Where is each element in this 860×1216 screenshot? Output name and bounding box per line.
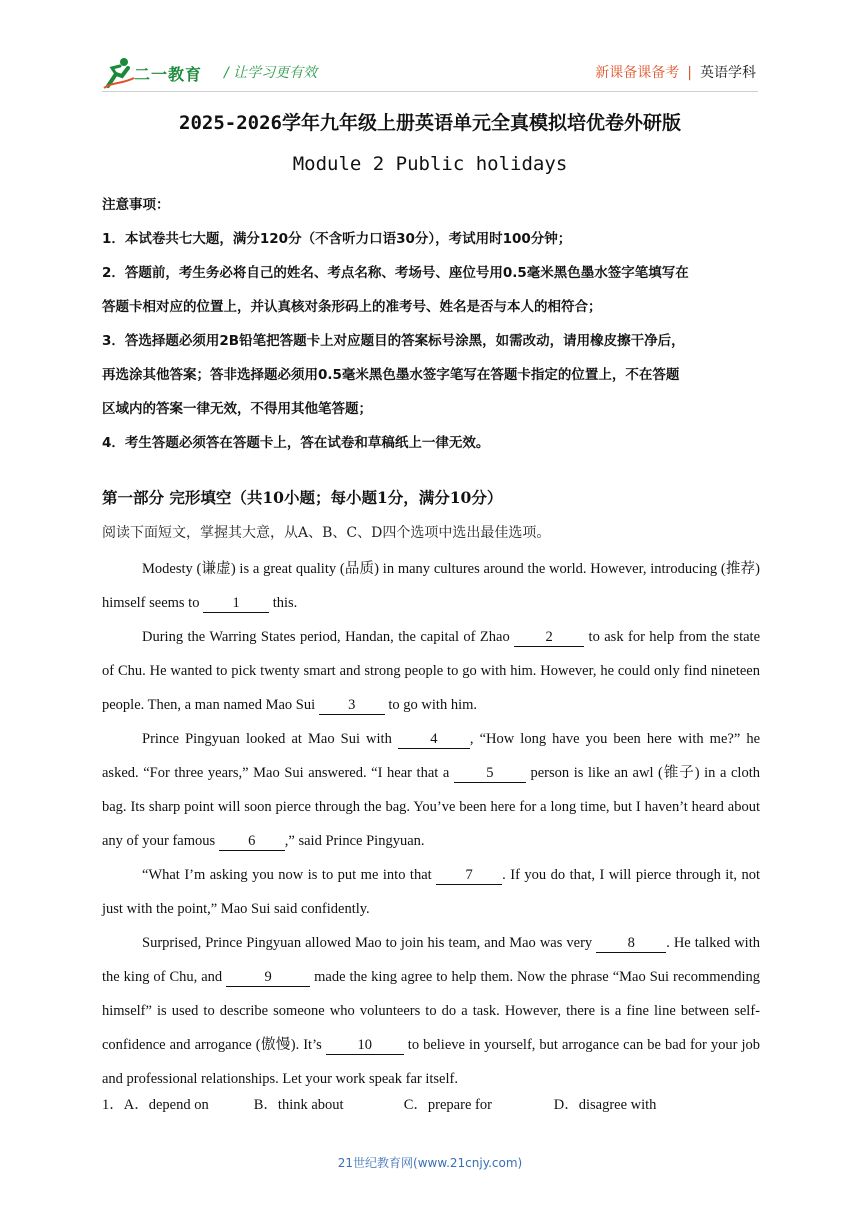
logo (102, 56, 212, 90)
note-line: 区域内的答案一律无效，不得用其他笔答题； (102, 401, 372, 417)
option-c[interactable]: C．prepare for (403, 1097, 492, 1113)
paragraph: Modesty (谦虚) is a great quality (品质) in many cultures around the world. However, introducing (推荐) himself seems to 1 this. (102, 561, 760, 611)
paragraph: Surprised, Prince Pingyuan allowed Mao to join his team, and Mao was very 8 . He talked with the king of Chu, and 9 made the king agree to help them. Now the phrase “Mao Sui recommending himself” is used to describe someone who volunteers to do a task. However, there is a fine line between self-confidence and arrogance (傲慢). It’s 10 to believe in yourself, but arrogance can be bad for your job and professional relationships. Let your work speak far itself. (102, 935, 761, 1087)
cloze-passage (102, 552, 760, 1096)
instructions-notes (102, 188, 762, 460)
blank-6: 6 (219, 832, 285, 851)
blank-8: 8 (596, 934, 666, 953)
runner-logo-icon (102, 56, 136, 90)
blank-3: 3 (319, 696, 385, 715)
paragraph: “What I’m asking you now is to put me into that 7 . If you do that, I will pierce through it, not just with the point,” Mao Sui said confidently. (102, 867, 760, 917)
blank-7: 7 (436, 866, 502, 885)
page-footer: 21世纪教育网(www.21cnjy.com) (337, 1156, 523, 1170)
note-line: 答题卡相对应的位置上，并认真核对条形码上的准考号、姓名是否与本人的相符合； (102, 299, 602, 315)
option-a[interactable]: A．depend on (123, 1097, 209, 1113)
notes-heading: 注意事项： (102, 197, 170, 213)
note-line: 1．本试卷共七大题，满分120分（不含听力口语30分），考试用时100分钟； (102, 231, 572, 247)
paragraph: During the Warring States period, Handan, the capital of Zhao 2 to ask for help from the state of Chu. He wanted to pick twenty smart and strong people to go with him. However, he could only find nineteen people. Then, a man named Mao Sui 3 to go with him. (102, 629, 761, 713)
note-line: 再选涂其他答案；答非选择题必须用0.5毫米黑色墨水签字笔写在答题卡指定的位置上，不在答题 (102, 367, 680, 383)
page-header (0, 0, 860, 100)
paragraph: Prince Pingyuan looked at Mao Sui with 4 , “How long have you been here with me?” he asked. “For three years,” Mao Sui answered. “I hear that a 5 person is like an awl (锥子) in a cloth bag. Its sharp point will soon pierce through the bag. You’ve been here for a long time, but I haven’t heard about any of your famous 6 ,” said Prince Pingyuan. (102, 731, 761, 849)
section-title: 第一部分 完形填空（共10小题；每小题1分，满分10分） (102, 488, 503, 507)
blank-9: 9 (226, 968, 310, 987)
exam-title: 2025-2026学年九年级上册英语单元全真模拟培优卷外研版 (179, 112, 681, 134)
option-d[interactable]: D．disagree with (553, 1097, 657, 1113)
blank-1: 1 (203, 594, 269, 613)
header-tag-subject: 英语学科 (700, 65, 756, 81)
blank-4: 4 (398, 730, 470, 749)
blank-10: 10 (326, 1036, 404, 1055)
section-instruction: 阅读下面短文，掌握其大意，从A、B、C、D四个选项中选出最佳选项。 (102, 525, 551, 541)
note-line: 3．答选择题必须用2B铅笔把答题卡上对应题目的答案标号涂黑，如需改动，请用橡皮擦干净后， (102, 333, 685, 349)
question-1-options (102, 1093, 656, 1114)
note-line: 2．答题前，考生务必将自己的姓名、考点名称、考场号、座位号用0.5毫米黑色墨水签字笔填写在 (102, 265, 689, 281)
note-line: 4．考生答题必须答在答题卡上，答在试卷和草稿纸上一律无效。 (102, 435, 490, 451)
module-title: Module 2 Public holidays (292, 153, 568, 175)
header-tag-prep: 新课备课备考 (595, 65, 680, 81)
blank-5: 5 (454, 764, 526, 783)
blank-2: 2 (514, 628, 584, 647)
header-divider (102, 91, 758, 92)
slogan: / 让学习更有效 (224, 65, 318, 81)
header-separator: | (687, 65, 692, 81)
logo-text: 二一教育 (134, 65, 203, 84)
question-number: 1． (102, 1097, 124, 1113)
header-right (595, 62, 756, 82)
option-b[interactable]: B．think about (253, 1097, 344, 1113)
